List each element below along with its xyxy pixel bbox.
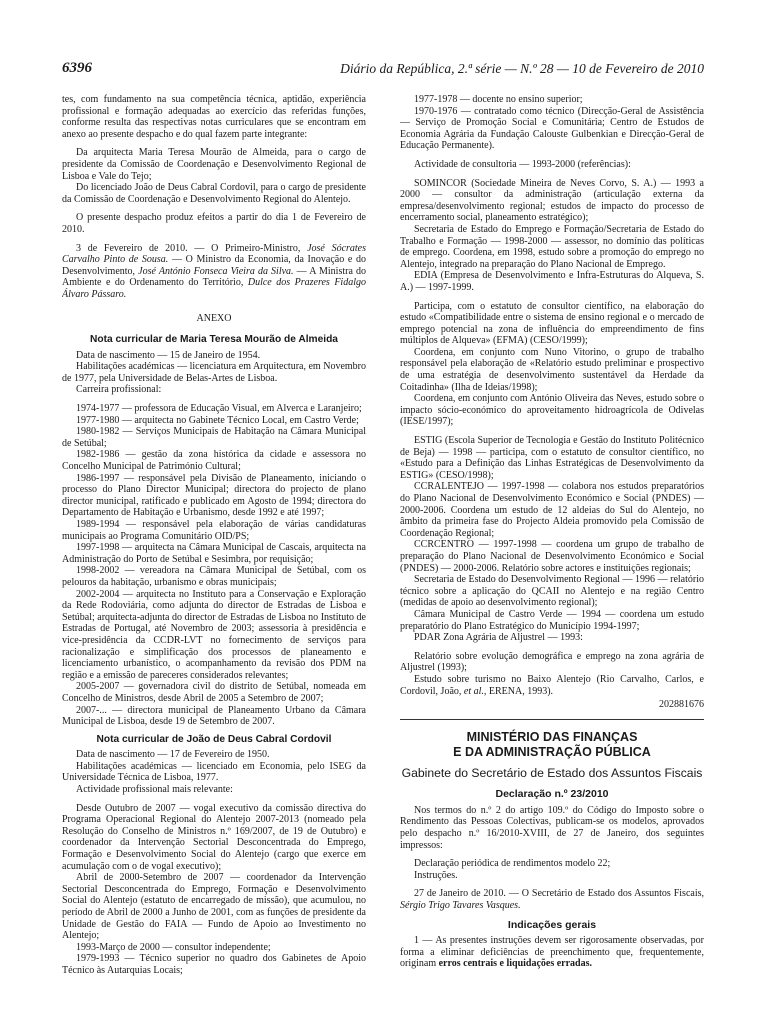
- note-line: Actividade profissional mais relevante:: [76, 784, 233, 796]
- appointment-paragraph: Do licenciado João de Deus Cabral Cordovil, para o cargo de presidente da Comissão de Coordenação e Desenvolvimento Regional do Alentejo.: [62, 182, 366, 205]
- estig-item: Secretaria de Estado do Desenvolvimento Regional — 1996 — relatório técnico sobre a aplicação do QCAII no Alentejo e na região Centro (medidas de apoio ao desenvolvimento regional);: [400, 574, 704, 609]
- final-text: Estudo sobre turismo no Baixo Alentejo (Rio Carvalho, Carlos, e Cordovil, João,: [400, 673, 704, 697]
- et-al: et al.: [463, 685, 484, 697]
- decl-sig-text: 27 de Janeiro de 2010. — O Secretário de Estado dos Assuntos Fiscais,: [414, 888, 704, 900]
- consult-item: SOMINCOR (Sociedade Mineira de Neves Corvo, S. A.) — 1993 a 2000 — consultor da administração (articulação externa da empresa/desenvolvimento regional; estudos de impacto do processo de encerramento social, planeamento estratégico);: [400, 177, 704, 224]
- career-item: Abril de 2000-Setembro de 2007 — coordenador da Intervenção Sectorial Desconcentrada do Emprego, Formação e Desenvolvimento Social do Alentejo (estatuto de encarregado de missão), que acumulou, no período de Abril de 2000 a Junho de 2001, com as funções de presidente da Unidade de Gestão do FAIA — Fundo de Apoio ao Investimento no Alentejo;: [62, 872, 366, 942]
- career-item: Desde Outubro de 2007 — vogal executivo da comissão directiva do Programa Operacional Regional do Alentejo 2007-2013 (nomeado pela Resolução do Conselho de Ministros n.º 169/2007, de 19 de Outubro) e coordenador da Intervenção Sectorial Desconcentrada do Emprego, Formação e Desenvolvimento Social do Alentejo (cargo que exerce em acumulação com o de vogal executivo);: [62, 802, 366, 872]
- note-title-2: Nota curricular de João de Deus Cabral Cordovil: [96, 733, 332, 745]
- note-line: Carreira profissional:: [76, 384, 162, 396]
- appointment-paragraph: Da arquitecta Maria Teresa Mourão de Almeida, para o cargo de presidente da Comissão de Coordenação e Desenvolvimento Regional de Lisboa e Vale do Tejo;: [62, 147, 366, 182]
- final-item: Relatório sobre evolução demográfica e emprego na zona agrária de Aljustrel (1993);: [400, 650, 704, 674]
- career-item: 1979-1993 — Técnico superior no quadro dos Gabinetes de Apoio Técnico às Autarquias Locais;: [62, 953, 366, 976]
- gabinete-heading: Gabinete do Secretário de Estado dos Assuntos Fiscais: [401, 765, 703, 780]
- intro-text: tes, com fundamento na sua competência técnica, aptidão, experiência profissional e formação adequadas ao exercício das referidas funções, conforme resulta das respectivas notas curriculares que se encontram em anexo ao presente despacho e do qual fazem parte integrante:: [62, 94, 366, 140]
- consult-item: EDIA (Empresa de Desenvolvimento e Infra-Estruturas do Alqueva, S. A.) — 1997-1999.: [400, 270, 704, 293]
- career-item: 2007-... — directora municipal de Planeamento Urbano da Câmara Municipal de Lisboa, desde 19 de Setembro de 2007.: [62, 704, 366, 728]
- declaration-item: Declaração periódica de rendimentos modelo 22;: [414, 858, 611, 870]
- participation-item: Coordena, em conjunto com António Oliveira das Neves, estudo sobre o impacto sócio-económico do aproveitamento hidroagrícola de Odivelas (IESE/1997);: [400, 393, 704, 428]
- career-item: 1980-1982 — Serviços Municipais de Habitação na Câmara Municipal de Setúbal;: [62, 426, 366, 449]
- participation-item: Participa, com o estatuto de consultor científico, na elaboração do estudo «Compatibilidade entre o sistema de ensino regional e o mercado de emprego potencial na zona de influência do empreendimento de fins múltiplos de Alqueva» (EFMA) (CESO/1999);: [400, 300, 704, 347]
- note-line: Data de nascimento — 15 de Janeiro de 1954.: [76, 349, 261, 361]
- career-item: 1993-Março de 2000 — consultor independente;: [76, 941, 271, 953]
- note-line: Habilitações académicas — licenciatura em Arquitectura, em Novembro de 1977, pela Universidade de Belas-Artes de Lisboa.: [62, 361, 366, 384]
- participation-item: Coordena, em conjunto com Nuno Vitorino, o grupo de trabalho responsável pela elaboração de «Relatório estudo preliminar e prospectivo de uma estratégia de desenvolvimento sustentável da Herdade da Coitadinha» (Ilha de Ideias/1998);: [400, 346, 704, 393]
- sig-sep: — A Ministra do Ambiente e do Ordenamento do Território,: [62, 265, 366, 289]
- career-item: 1970-1976 — contratado como técnico (Direcção-Geral de Assistência — Serviço de Promoção Social e Comunitária; Centro de Estudos de Economia Agrária da Fundação Calouste Gulbenkian e Direcção-Geral de Educação Permanente).: [400, 105, 704, 152]
- decl-sig-name: Sérgio Trigo Tavares Vasques.: [400, 900, 521, 912]
- career-item: 1982-1986 — gestão da zona histórica da cidade e assessora no Concelho Municipal de Património Cultural;: [62, 449, 366, 473]
- declaration-signature: [400, 888, 704, 911]
- final-text-end: , ERENA, 1993).: [483, 685, 554, 697]
- ministry-heading: E DA ADMINISTRAÇÃO PÚBLICA: [453, 744, 651, 759]
- sig-econ: José António Fonseca Vieira da Silva.: [138, 265, 294, 277]
- career-item: 1977-1980 — arquitecta no Gabinete Técnico Local, em Castro Verde;: [76, 414, 359, 426]
- estig-item: ESTIG (Escola Superior de Tecnologia e Gestão do Instituto Politécnico de Beja) — 1998 — participa, com o estatuto de consultor científico, no «Estudo para a Definição das Linhas Estratégicas de Desenvolvimento da ESTIG» (CESO/1998);: [400, 435, 704, 481]
- career-item: 1998-2002 — vereadora na Câmara Municipal de Setúbal, com os pelouros da habitação, urbanismo e obras municipais;: [62, 565, 366, 588]
- estig-item: PDAR Zona Agrária de Aljustrel — 1993:: [414, 632, 583, 644]
- page-number: 6396: [62, 60, 92, 76]
- sig-amb: Dulce dos Prazeres Fidalgo Álvaro Pássaro.: [62, 277, 366, 300]
- page-header: [62, 60, 704, 80]
- career-item: 2002-2004 — arquitecta no Instituto para a Conservação e Exploração da Rede Rodoviária, como adjunta do director de Estradas de Lisboa e Setúbal; arquitecta-adjunta do director de Estradas de Lisboa no Instituto de Estradas de Portugal, até Novembro de 2003; assessoria à presidência e vice-presidência da CCDR-LVT no fornecimento de serviços para racionalização e simplificação dos processos de planeamento e licenciamento urbanístico, o acompanhamento da revisão dos PDM na região e a emissão de pareceres considerados relevantes;: [62, 588, 366, 681]
- career-item: 1974-1977 — professora de Educação Visual, em Alverca e Laranjeiro;: [76, 403, 362, 415]
- left-column: [62, 94, 366, 1030]
- reference-number: 202881676: [659, 699, 704, 711]
- consult-heading: Actividade de consultoria — 1993-2000 (referências):: [414, 158, 631, 170]
- career-item: 1986-1997 — responsável pela Divisão de Planeamento, iniciando o processo do Plano Director Municipal; directora do projecto de plano director municipal, ratificado e publicado em Agosto de 1994; directora do Departamento de Habitação e Urbanismo, desde 1992 e até 1997;: [62, 472, 366, 519]
- career-item: 2005-2007 — governadora civil do distrito de Setúbal, nomeada em Concelho de Ministros, desde Abril de 2005 a Setembro de 2007;: [62, 681, 366, 704]
- declaration-body: Nos termos do n.º 2 do artigo 109.º do Código do Imposto sobre o Rendimento das Pessoas Colectivas, publicam-se os modelos, aprovados pelo despacho n.º 16/2010-XVIII, de 27 de Janeiro, dos seguintes impressos:: [400, 804, 704, 851]
- sig-pm: José Sócrates Carvalho Pinto de Sousa.: [62, 242, 366, 266]
- right-column: [400, 94, 704, 1030]
- effect-paragraph: O presente despacho produz efeitos a partir do dia 1 de Fevereiro de 2010.: [62, 212, 366, 235]
- note-line: Data de nascimento — 17 de Fevereiro de 1950.: [76, 749, 270, 761]
- sig-sep: — O Ministro da Economia, da Inovação e do Desenvolvimento,: [62, 254, 366, 277]
- section-divider: [400, 719, 704, 720]
- final-item: [400, 674, 704, 697]
- declaration-item: Instruções.: [414, 869, 458, 881]
- declaration-title: Declaração n.º 23/2010: [495, 788, 609, 801]
- indications-body: [400, 935, 704, 970]
- career-item: 1989-1994 — responsável pela elaboração de várias candidaturas municipais ao Programa Comunitário OID/PS;: [62, 519, 366, 542]
- estig-item: Câmara Municipal de Castro Verde — 1994 — coordena um estudo preparatório do Plano Estratégico do Município 1994-1997;: [400, 608, 704, 632]
- ministry-heading: MINISTÉRIO DAS FINANÇAS: [466, 729, 638, 744]
- journal-title: Diário da República, 2.ª série — N.º 28 — 10 de Fevereiro de 2010: [340, 61, 704, 76]
- consult-item: Secretaria de Estado do Emprego e Formação/Secretaria de Estado do Trabalho e Formação — 1998-2000 — assessor, no domínio das políticas de emprego. Coordena, em 1998, estudo sobre a promoção do emprego no Alentejo, integrado na preparação do Plano Nacional de Emprego.: [400, 223, 704, 270]
- signatures: [62, 243, 366, 301]
- anexo-heading: ANEXO: [196, 312, 232, 324]
- indications-heading: Indicações gerais: [507, 918, 597, 931]
- career-item: 1977-1978 — docente no ensino superior;: [414, 94, 583, 105]
- indic-bold: erros centrais e liquidações erradas.: [438, 958, 593, 970]
- note-title-1: Nota curricular de Maria Teresa Mourão de Almeida: [90, 334, 338, 346]
- estig-item: CCRCENTRO — 1997-1998 — coordena um grupo de trabalho de preparação do Plano Nacional de Desenvolvimento Económico e Social (PNDES) — 2000-2006. Relatório sobre actores e instituições regionais;: [400, 539, 704, 574]
- indic-text: 1 — As presentes instruções devem ser rigorosamente observadas, por forma a eliminar deficiências de preenchimento que, frequentemente, originam: [400, 935, 704, 970]
- estig-item: CCRALENTEJO — 1997-1998 — colabora nos estudos preparatórios do Plano Nacional de Desenvolvimento Económico e Social (PNDES) — 2000-2006. Coordena um estudo de 12 aldeias do Sul do Alentejo, no âmbito da primeira fase do Projecto Aldeia promovido pela Comissão de Coordenação Regional;: [400, 481, 704, 539]
- note-line: Habilitações académicas — licenciado em Economia, pelo ISEG da Universidade Técnica de Lisboa, 1977.: [62, 760, 366, 784]
- career-item: 1997-1998 — arquitecta na Câmara Municipal de Cascais, arquitecta na Administração do Porto de Setúbal e Sesimbra, por requisição;: [62, 542, 366, 565]
- sig-date: 3 de Fevereiro de 2010. — O Primeiro-Ministro,: [76, 242, 308, 254]
